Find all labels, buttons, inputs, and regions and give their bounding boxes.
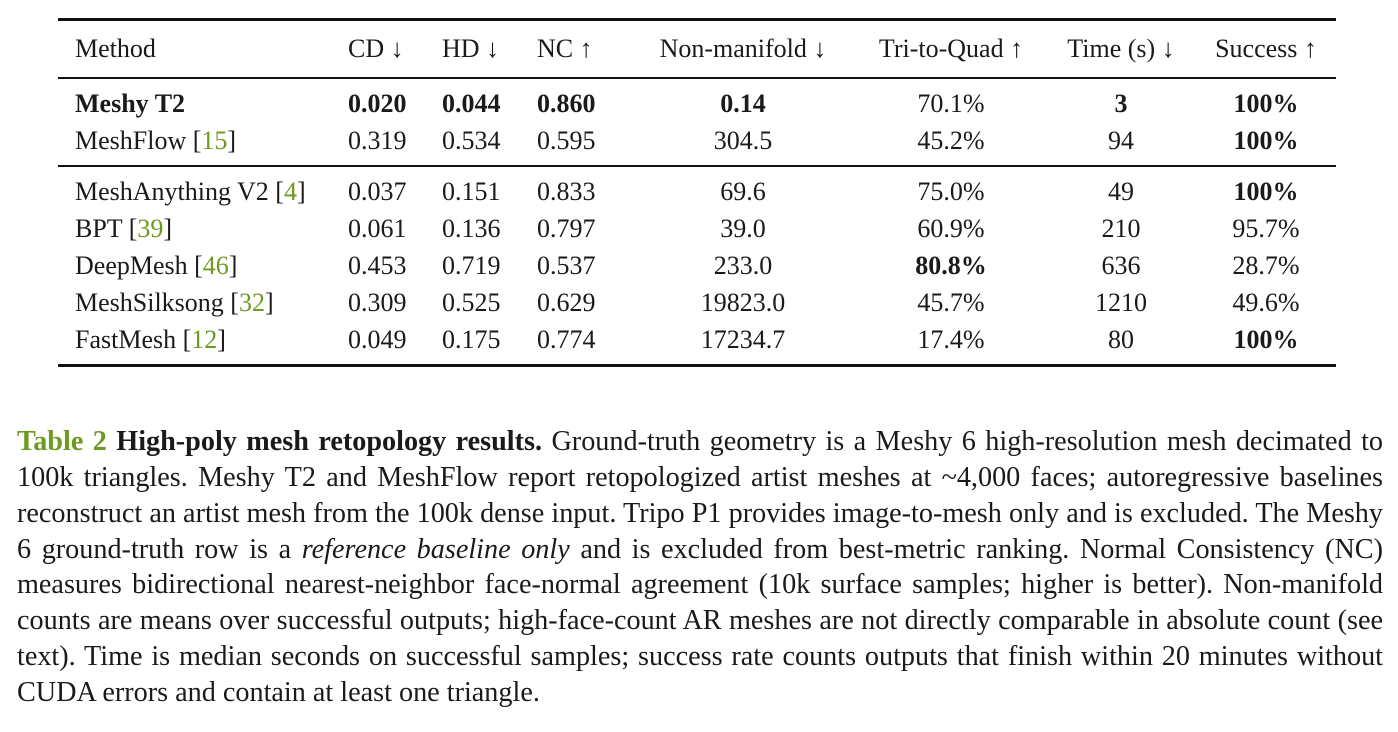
non-manifold-cell: 0.14 [720, 88, 766, 118]
caption-title: High-poly mesh retopology results. [116, 426, 543, 458]
time-cell: 3 [1114, 88, 1128, 118]
caption-italic-text: reference baseline only [301, 533, 570, 565]
non-manifold-cell: 304.5 [713, 125, 773, 155]
citation-bracket: ] [227, 125, 237, 155]
method-cell [58, 210, 348, 247]
table-row [58, 321, 1336, 366]
header-row [58, 20, 1336, 79]
table-row [58, 166, 1336, 210]
header-non-manifold: Non-manifold ↓ [659, 34, 827, 63]
non-manifold-cell: 19823.0 [700, 287, 786, 317]
non-manifold-cell: 17234.7 [700, 324, 786, 354]
method-name: MeshAnything V2 [ [75, 176, 284, 206]
citation-bracket: ] [296, 176, 306, 206]
table-row [58, 284, 1336, 321]
citation-link[interactable]: 15 [201, 125, 228, 155]
nc-cell: 0.595 [537, 125, 596, 155]
header-tri-to-quad: Tri-to-Quad ↑ [878, 34, 1024, 63]
citation-bracket: ] [264, 287, 274, 317]
tri-to-quad-cell: 70.1% [917, 88, 985, 118]
nc-cell: 0.833 [537, 176, 596, 206]
cd-cell: 0.319 [348, 125, 407, 155]
non-manifold-cell: 39.0 [720, 213, 766, 243]
tri-to-quad-cell: 75.0% [917, 176, 985, 206]
method-cell [58, 247, 348, 284]
time-cell: 1210 [1095, 287, 1147, 317]
time-cell: 636 [1101, 250, 1141, 280]
cd-cell: 0.049 [348, 324, 407, 354]
table-row [58, 247, 1336, 284]
cd-cell: 0.061 [348, 213, 407, 243]
hd-cell: 0.151 [442, 176, 501, 206]
tri-to-quad-cell: 60.9% [917, 213, 985, 243]
success-cell: 49.6% [1232, 287, 1300, 317]
method-name: FastMesh [ [75, 324, 192, 354]
header-nc: NC ↑ [537, 34, 593, 63]
method-name: Meshy T2 [75, 88, 186, 118]
caption-label: Table 2 [17, 426, 107, 458]
table-caption [17, 424, 1383, 710]
citation-bracket: ] [163, 213, 173, 243]
tri-to-quad-cell: 45.2% [917, 125, 985, 155]
table-row [58, 78, 1336, 122]
hd-cell: 0.534 [442, 125, 501, 155]
table-group-ours [58, 78, 1336, 166]
nc-cell: 0.537 [537, 250, 596, 280]
hd-cell: 0.136 [442, 213, 501, 243]
tri-to-quad-cell: 80.8% [915, 250, 987, 280]
citation-link[interactable]: 4 [283, 176, 297, 206]
time-cell: 49 [1108, 176, 1134, 206]
success-cell: 100% [1233, 176, 1299, 206]
success-cell: 95.7% [1232, 213, 1300, 243]
nc-cell: 0.860 [537, 88, 596, 118]
caption-text: Ground-truth geometry is a Meshy 6 high-resolution mesh decimated to 100k triangles. Meshy T2 and MeshFlow report retopologized artist meshes at ~4,000 faces; autoregressive baselines reconstruct an artist mesh from the 100k dense input. Tripo P1 provides image-to-mesh only and is excluded. The Meshy 6 ground-truth row is a [17, 426, 1384, 565]
hd-cell: 0.044 [442, 88, 501, 118]
header-method: Method [75, 34, 156, 63]
header-cd: CD ↓ [348, 34, 404, 63]
non-manifold-cell: 233.0 [713, 250, 773, 280]
table-row [58, 210, 1336, 247]
success-cell: 100% [1233, 125, 1299, 155]
time-cell: 80 [1108, 324, 1134, 354]
citation-link[interactable]: 32 [238, 287, 265, 317]
method-name: DeepMesh [ [75, 250, 203, 280]
table-header [58, 20, 1336, 79]
method-name: MeshFlow [ [75, 125, 202, 155]
cd-cell: 0.020 [348, 88, 407, 118]
citation-link[interactable]: 46 [202, 250, 229, 280]
time-cell: 94 [1108, 125, 1134, 155]
header-success: Success ↑ [1215, 34, 1317, 63]
hd-cell: 0.719 [442, 250, 501, 280]
method-name: BPT [ [75, 213, 138, 243]
nc-cell: 0.774 [537, 324, 596, 354]
cd-cell: 0.309 [348, 287, 407, 317]
hd-cell: 0.525 [442, 287, 501, 317]
non-manifold-cell: 69.6 [720, 176, 766, 206]
success-cell: 100% [1233, 88, 1299, 118]
method-cell [58, 122, 348, 166]
tri-to-quad-cell: 45.7% [917, 287, 985, 317]
tri-to-quad-cell: 17.4% [917, 324, 985, 354]
caption-text: and is excluded from best-metric ranking. Normal Consistency (NC) measures bidirectional nearest-neighbor face-normal agreement (10k surface samples; higher is better). Non-manifold counts are means over successful outputs; high-face-count AR meshes are not directly comparable in absolute count (see text). Time is median seconds on successful samples; success rate counts outputs that finish within 20 minutes without CUDA errors and contain at least one triangle. [17, 533, 1383, 708]
cd-cell: 0.453 [348, 250, 407, 280]
nc-cell: 0.797 [537, 213, 596, 243]
cd-cell: 0.037 [348, 176, 407, 206]
header-hd: HD ↓ [442, 34, 500, 63]
method-cell [58, 78, 348, 122]
method-cell [58, 321, 348, 366]
method-cell [58, 166, 348, 210]
nc-cell: 0.629 [537, 287, 596, 317]
success-cell: 28.7% [1232, 250, 1300, 280]
success-cell: 100% [1233, 324, 1299, 354]
table-row [58, 122, 1336, 166]
citation-bracket: ] [217, 324, 226, 354]
time-cell: 210 [1101, 213, 1141, 243]
method-name: MeshSilksong [ [75, 287, 239, 317]
table-group-baselines [58, 166, 1336, 366]
citation-link[interactable]: 12 [191, 324, 218, 354]
citation-link[interactable]: 39 [137, 213, 164, 243]
citation-bracket: ] [228, 250, 238, 280]
method-cell [58, 284, 348, 321]
results-table [58, 18, 1336, 367]
header-time: Time (s) ↓ [1067, 34, 1175, 63]
hd-cell: 0.175 [442, 324, 501, 354]
